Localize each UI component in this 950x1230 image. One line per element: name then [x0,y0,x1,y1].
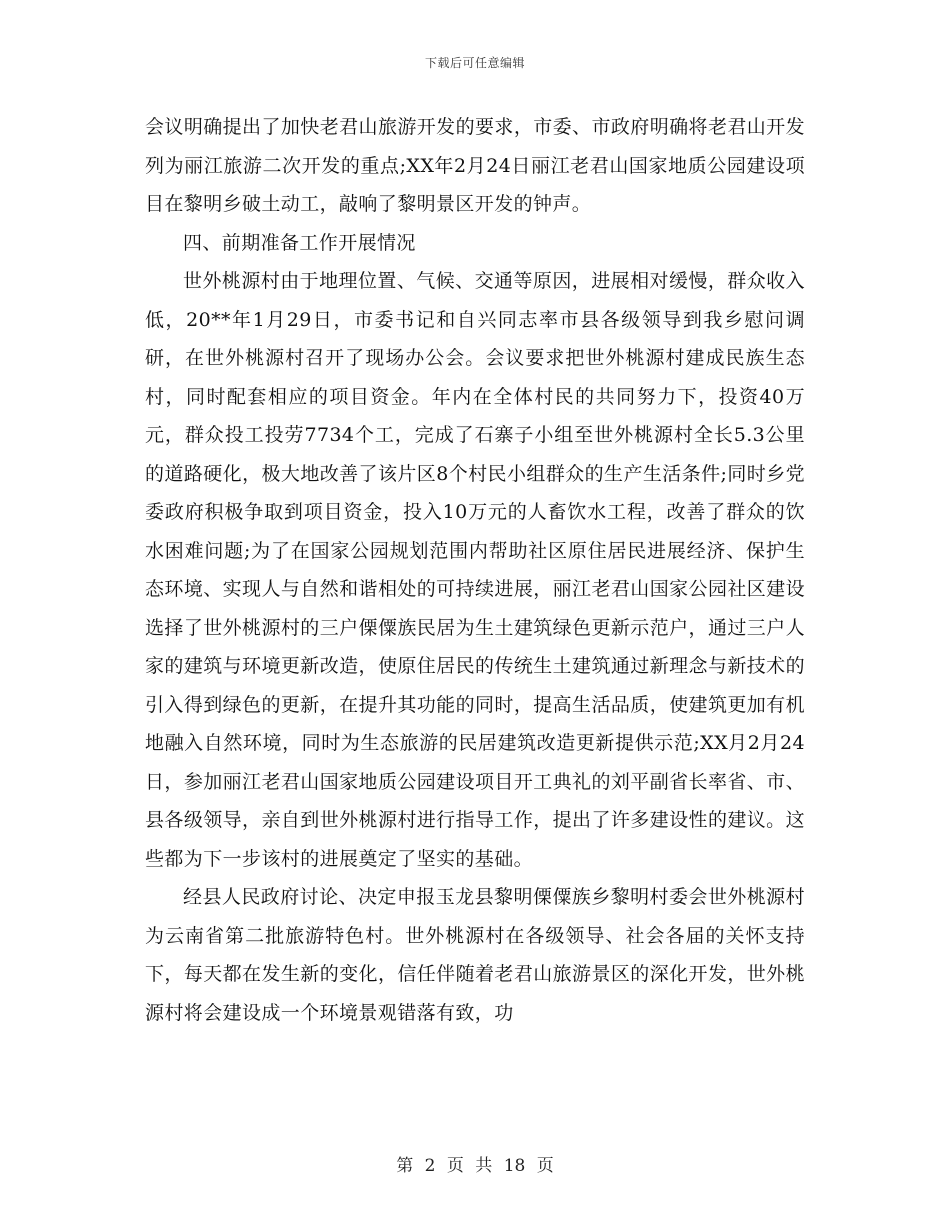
page-number: 第 2 页 共 18 页 [396,1156,554,1176]
section-heading: 四、前期准备工作开展情况 [183,231,416,254]
paragraph-continuation: 会议明确提出了加快老君山旅游开发的要求，市委、市政府明确将老君山开发列为丽江旅游二次开发的重点;XX年2月24日丽江老君山国家地质公园建设项目在黎明乡破土动工，敲响了黎明景区开发的钟声。 [145,116,805,215]
paragraph: 经县人民政府讨论、决定申报玉龙县黎明傈僳族乡黎明村委会世外桃源村为云南省第二批旅游特色村。世外桃源村在各级领导、社会各届的关怀支持下，每天都在发生新的变化，信任伴随着老君山旅游景区的深化开发，世外桃源村将会建设成一个环境景观错落有致，功 [145,886,805,1024]
document-body [145,108,805,1032]
paragraph: 世外桃源村由于地理位置、气候、交通等原因，进展相对缓慢，群众收入低，20**年1月29日，市委书记和自兴同志率市县各级领导到我乡慰问调研，在世外桃源村召开了现场办公会。会议要求把世外桃源村建成民族生态村，同时配套相应的项目资金。年内在全体村民的共同努力下，投资40万元，群众投工投劳7734个工，完成了石寨子小组至世外桃源村全长5.3公里的道路硬化，极大地改善了该片区8个村民小组群众的生产生活条件;同时乡党委政府积极争取到项目资金，投入10万元的人畜饮水工程，改善了群众的饮水困难问题;为了在国家公园规划范围内帮助社区原住居民进展经济、保护生态环境、实现人与自然和谐相处的可持续进展，丽江老君山国家公园社区建设选择了世外桃源村的三户傈僳族民居为生土建筑绿色更新示范户，通过三户人家的建筑与环境更新改造，使原住居民的传统生土建筑通过新理念与新技术的引入得到绿色的更新，在提升其功能的同时，提高生活品质，使建筑更加有机地融入自然环境，同时为生态旅游的民居建筑改造更新提供示范;XX月2月24日，参加丽江老君山国家地质公园建设项目开工典礼的刘平副省长率省、市、县各级领导，亲自到世外桃源村进行指导工作，提出了许多建设性的建议。这些都为下一步该村的进展奠定了坚实的基础。 [145,270,805,870]
page-header-note: 下载后可任意编辑 [424,56,525,70]
